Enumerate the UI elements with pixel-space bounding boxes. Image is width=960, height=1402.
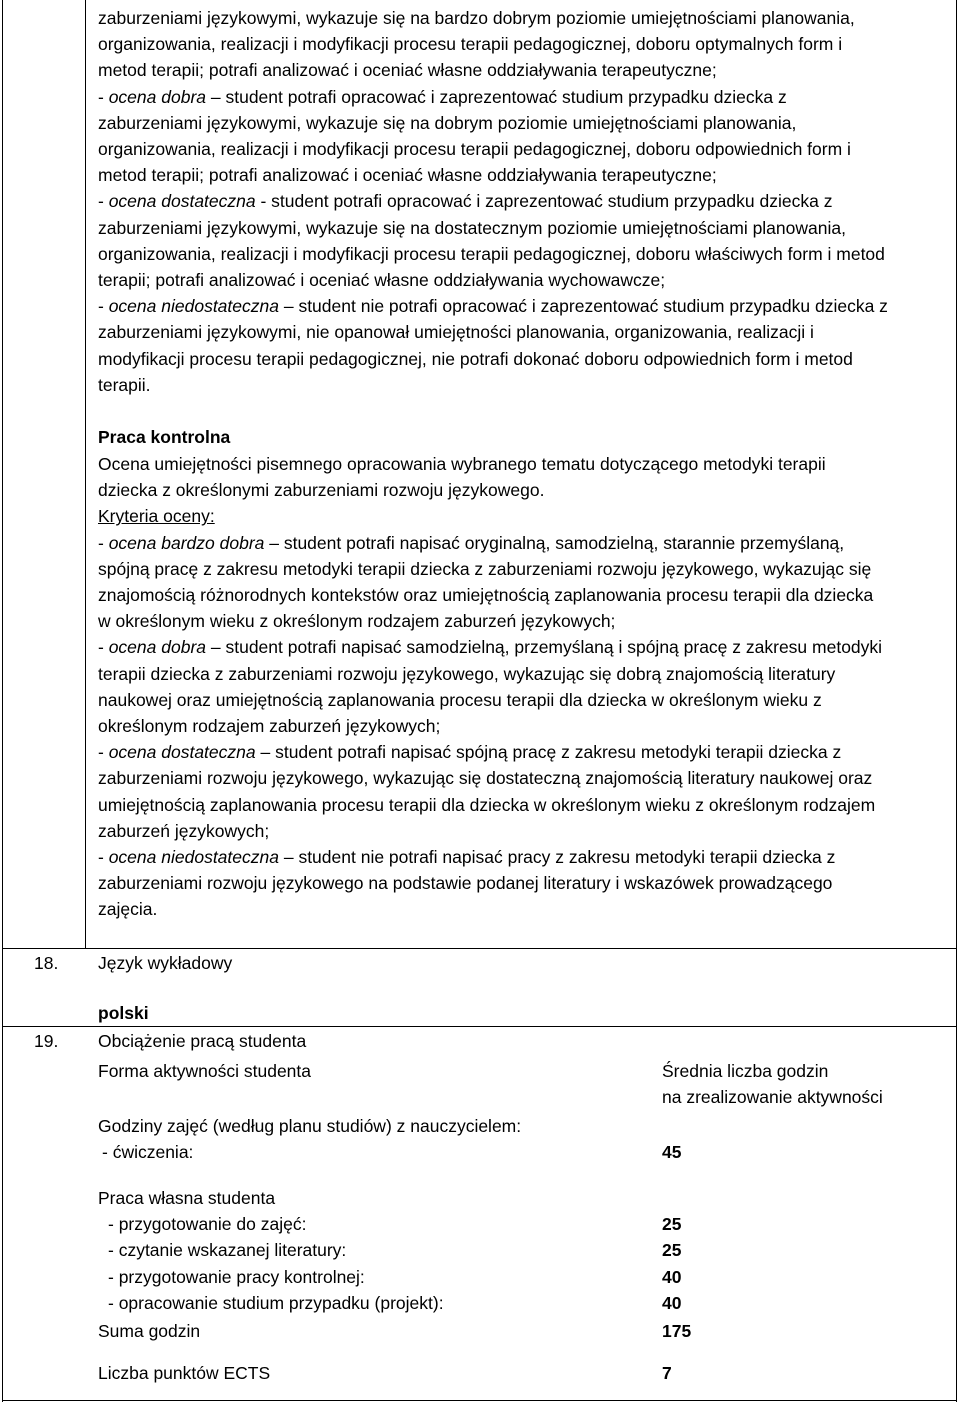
ects-label: Liczba punktów ECTS (98, 1363, 271, 1383)
sum-hours-value: 175 (662, 1321, 692, 1341)
grade-name: ocena niedostateczna (108, 847, 279, 868)
grade-line: - ocena dostateczna – student potrafi napisać spójną pracę z zakresu metodyki terapii dziecka z (98, 742, 842, 763)
ects-value: 7 (662, 1363, 672, 1383)
workload-item-label: - czytanie wskazanej literatury: (108, 1240, 347, 1260)
text-line: znajomością różnorodnych kontekstów oraz umiejętnością zaplanowania procesu terapii dla dziecka (98, 585, 874, 606)
grade-name: ocena dostateczna (108, 191, 256, 212)
section-18-number: 18. (34, 953, 59, 973)
section-19-title: Obciążenie pracą studenta (98, 1031, 307, 1051)
workload-item-value: 25 (662, 1240, 682, 1260)
row-divider-19 (2, 1026, 957, 1027)
workload-col1-header: Forma aktywności studenta (98, 1061, 312, 1081)
table-bottom-border (2, 1400, 957, 1401)
grade-line: - ocena dobra – student potrafi napisać samodzielną, przemyślaną i spójną pracę z zakresu metodyki (98, 637, 883, 658)
grade-name: ocena niedostateczna (108, 296, 279, 317)
grade-line: - ocena bardzo dobra – student potrafi napisać oryginalną, samodzielną, starannie przemyślaną, (98, 532, 845, 553)
workload-item-label: - ćwiczenia: (102, 1142, 194, 1162)
workload-item-label: - przygotowanie do zajęć: (108, 1214, 307, 1234)
grade-line: - ocena dostateczna - student potrafi opracować i zaprezentować studium przypadku dziecka z (98, 191, 833, 212)
table-right-border (956, 0, 957, 1402)
text-line: organizowania, realizacji i modyfikacji procesu terapii pedagogicznej, doboru właściwych form i metod (98, 243, 885, 264)
workload-col2-header: Średnia liczba godzin na zrealizowanie aktywności (662, 1061, 883, 1107)
text-line: terapii. (98, 374, 151, 395)
text-line: naukowej oraz umiejętnością zaplanowania procesu terapii dla dziecka w określonym wieku z (98, 689, 822, 710)
praca-kontrolna-heading: Praca kontrolna (98, 427, 231, 447)
text-line: metod terapii; potrafi analizować i oceniać własne oddziaływania terapeutyczne; (98, 60, 717, 81)
praca-kontrolna-description (98, 451, 946, 923)
text-line: określonym rodzajem zaburzeń językowych; (98, 716, 441, 737)
text-line: umiejętnością zaplanowania procesu terapii dla dziecka w określonym wieku z określonym rodzajem (98, 794, 876, 815)
text-line: metod terapii; potrafi analizować i oceniać własne oddziaływania terapeutyczne; (98, 165, 717, 186)
text-line: zaburzeniami językowymi, wykazuje się na dostatecznym poziomie umiejętnościami planowania, (98, 217, 846, 238)
text-line: Ocena umiejętności pisemnego opracowania wybranego tematu dotyczącego metodyki terapii (98, 454, 826, 474)
text-line: spójną pracę z zakresu metodyki terapii dziecka z zaburzeniami rozwoju językowego, wykazując się (98, 558, 872, 579)
workload-item-value: 25 (662, 1214, 682, 1234)
grade-line: - ocena niedostateczna – student nie potrafi napisać pracy z zakresu metodyki terapii dziecka z (98, 847, 836, 868)
grade-name: ocena bardzo dobra (108, 532, 265, 553)
text-line: terapii dziecka z zaburzeniami rozwoju językowego, wykazując się dobrą znajomością literatury (98, 663, 836, 684)
table-left-border (2, 0, 3, 1402)
text-line: zaburzeniami językowymi, wykazuje się na bardzo dobrym poziomie umiejętnościami planowania, (98, 8, 855, 28)
workload-item-label: - opracowanie studium przypadku (projekt): (108, 1293, 444, 1313)
contact-hours-label: Godziny zajęć (według planu studiów) z nauczycielem: (98, 1116, 522, 1136)
workload-item-value: 40 (662, 1293, 682, 1313)
sum-hours-label: Suma godzin (98, 1321, 201, 1341)
text-line: w określonym wieku z określonym rodzajem zaburzeń językowych; (98, 611, 616, 632)
text-line: organizowania, realizacji i modyfikacji procesu terapii pedagogicznej, doboru odpowiednich form i (98, 139, 851, 160)
text-line: organizowania, realizacji i modyfikacji procesu terapii pedagogicznej, doboru optymalnych form i (98, 34, 843, 55)
grade-name: ocena dobra (108, 86, 207, 107)
section-18-value: polski (98, 1003, 149, 1023)
text-line: zajęcia. (98, 899, 158, 920)
table-number-column-border (85, 0, 86, 948)
text-line: zaburzeń językowych; (98, 820, 270, 841)
text-line: zaburzeniami językowymi, nie opanował umiejętności planowania, organizowania, realizacji i (98, 322, 814, 343)
section-19-number: 19. (34, 1031, 59, 1051)
text-line: zaburzeniami językowymi, wykazuje się na dobrym poziomie umiejętnościami planowania, (98, 112, 797, 133)
assessment-criteria-continuation (98, 5, 946, 398)
section-18-title: Język wykładowy (98, 953, 233, 973)
text-line: dziecka z określonymi zaburzeniami rozwoju językowego. (98, 480, 545, 501)
workload-item-value: 40 (662, 1267, 682, 1287)
criteria-label: Kryteria oceny: (98, 506, 215, 527)
self-study-label: Praca własna studenta (98, 1188, 276, 1208)
text-line: zaburzeniami rozwoju językowego na podstawie podanej literatury i wskazówek prowadzącego (98, 873, 833, 894)
grade-line: - ocena dobra – student potrafi opracować i zaprezentować studium przypadku dziecka z (98, 86, 787, 107)
workload-item-value: 45 (662, 1142, 682, 1162)
text-line: modyfikacji procesu terapii pedagogicznej, nie potrafi dokonać doboru odpowiednich form i metod (98, 348, 853, 369)
grade-name: ocena dobra (108, 637, 207, 658)
text-line: zaburzeniami rozwoju językowego, wykazując się dostateczną znajomością literatury naukowej oraz (98, 768, 873, 789)
row-divider-18 (2, 948, 957, 949)
grade-name: ocena dostateczna (108, 742, 256, 763)
workload-item-label: - przygotowanie pracy kontrolnej: (108, 1267, 365, 1287)
text-line: terapii; potrafi analizować i oceniać własne oddziaływania wychowawcze; (98, 270, 666, 291)
grade-line: - ocena niedostateczna – student nie potrafi opracować i zaprezentować studium przypadku dziecka z (98, 296, 888, 317)
